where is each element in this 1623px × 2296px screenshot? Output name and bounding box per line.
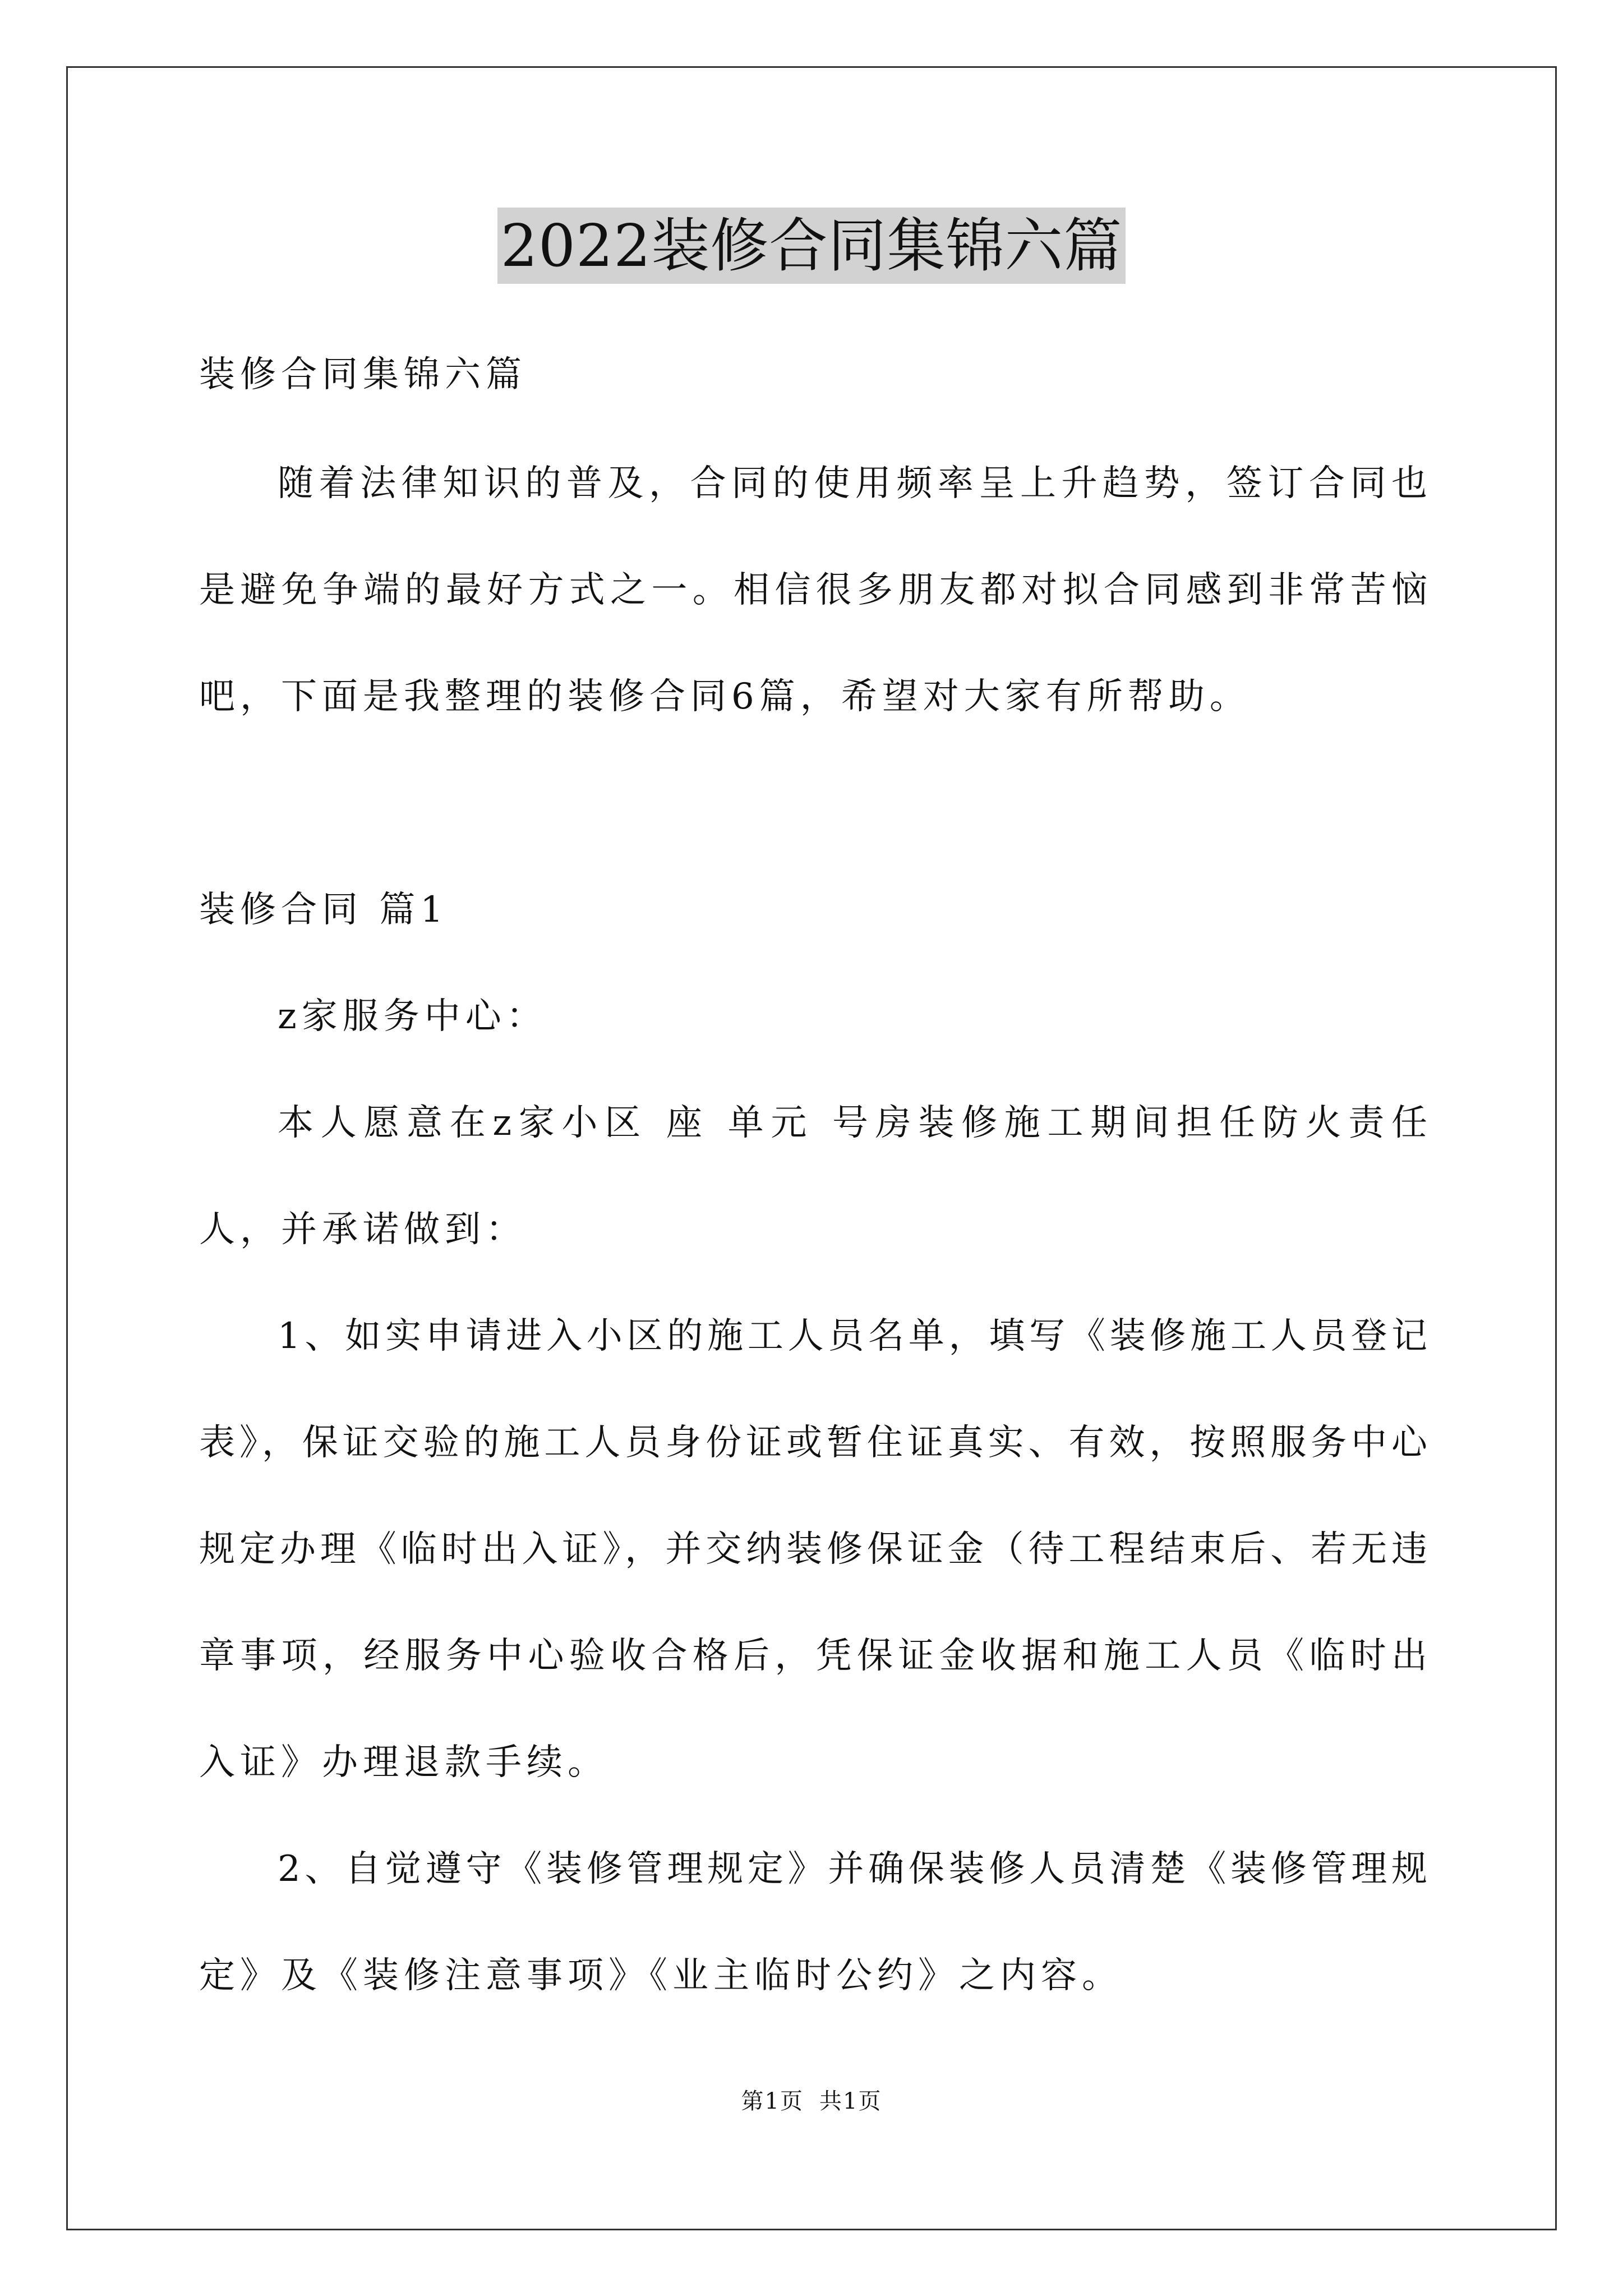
document-subtitle: 装修合同集锦六篇: [199, 354, 527, 395]
document-title: 2022装修合同集锦六篇: [497, 208, 1126, 284]
clause-1-line: 章事项，经服务中心验收合格后，凭保证金收据和施工人员《临时出: [199, 1635, 1427, 1677]
pledge-line: 本人愿意在z家小区 座 单元 号房装修施工期间担任防火责任: [278, 1102, 1427, 1144]
page-footer: [0, 2087, 1623, 2116]
intro-line: 是避免争端的最好方式之一。相信很多朋友都对拟合同感到非常苦恼: [199, 569, 1427, 611]
clause-1-line: 入证》办理退款手续。: [199, 1742, 608, 1783]
clause-2-line: 定》及《装修注意事项》《业主临时公约》之内容。: [199, 1955, 1123, 1996]
clause-1-line: 规定办理《临时出入证》，并交纳装修保证金（待工程结束后、若无违: [199, 1529, 1427, 1570]
intro-line: 随着法律知识的普及，合同的使用频率呈上升趋势，签订合同也: [278, 463, 1427, 504]
addressee: z家服务中心：: [278, 996, 547, 1037]
clause-1-line: 表》，保证交验的施工人员身份证或暂住证真实、有效，按照服务中心: [199, 1422, 1427, 1464]
pledge-line: 人，并承诺做到：: [199, 1209, 527, 1250]
section-heading: 装修合同 篇1: [199, 889, 449, 931]
title-block: [0, 208, 1623, 284]
clause-1-line: 1、如实申请进入小区的施工人员名单，填写《装修施工人员登记: [278, 1315, 1427, 1357]
page-number-current: 第1页: [741, 2088, 804, 2114]
clause-2-line: 2、自觉遵守《装修管理规定》并确保装修人员清楚《装修管理规: [278, 1848, 1427, 1890]
page-number-total: 共1页: [819, 2088, 882, 2114]
intro-line: 吧，下面是我整理的装修合同6篇，希望对大家有所帮助。: [199, 676, 1251, 717]
